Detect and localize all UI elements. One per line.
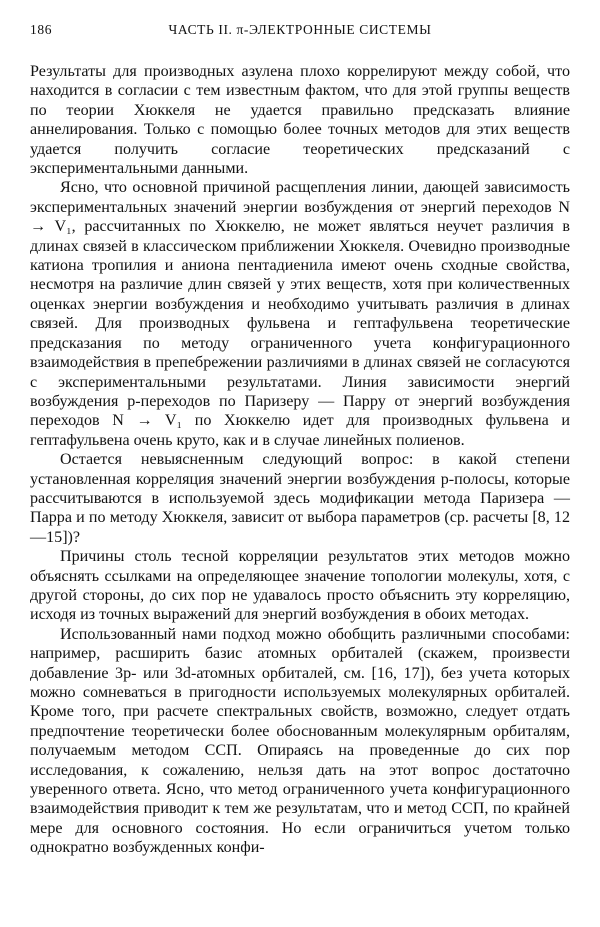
- paragraph-line-splitting: Ясно, что основной причиной расщепления линии, дающей зависимость экспериментальных значений энергии возбуждения от энергий переходов N → V₁, рассчитанных по Хюккелю, не может являться неучет различия в длинах связей в классическом приближении Хюккеля. Очевидно производные катиона тропилия и аниона пентадиенила имеют очень сходные свойства, несмотря на различие длин связей у этих веществ, хотя при количественных оценках энергии возбуждения и необходимо учитывать различия в длинах связей. Для производных фульвена и гептафульвена теоретические предсказания по методу ограниченного учета конфигурационного взаимодействия в препебрежении различиями в длинах связей не согласуются с экспериментальными результатами. Линия зависимости энергий возбуждения p-переходов по Паризеру — Парру от энергий возбуждения переходов N → V₁ по Хюккелю идет для производных фульвена и гептафульвена очень круто, как и в случае линейных полиенов.: [30, 179, 570, 449]
- running-head: [30, 22, 570, 44]
- page-number: 186: [30, 22, 53, 37]
- paragraph-open-question: Остается невыясненным следующий вопрос: в какой степени установленная корреляция значений энергии возбуждения p-полосы, которые рассчитываются в используемой здесь модификации метода Паризера — Парра и по методу Хюккеля, зависит от выбора параметров (ср. расчеты [8, 12—15])?: [30, 451, 570, 546]
- body-text: [30, 62, 570, 858]
- paragraph-azulene: Результаты для производных азулена плохо коррелируют между собой, что находится в согласии с тем известным фактом, что для этой группы веществ по теории Хюккеля не удается правильно предсказать влияние аннелирования. Только с помощью более точных методов для этих веществ удается получить согласие теоретических предсказаний с экспериментальными данными.: [30, 63, 570, 178]
- paragraph-correlation-causes: Причины столь тесной корреляции результатов этих методов можно объяснять ссылками на определяющее значение топологии молекулы, хотя, с другой стороны, до сих пор не удавалось просто объяснить эту корреляцию, исходя из точных выражений для энергий возбуждения в обоих методах.: [30, 548, 570, 624]
- chapter-header-title: ЧАСТЬ II. π-ЭЛЕКТРОННЫЕ СИСТЕМЫ: [168, 22, 432, 37]
- paragraph-generalization: Использованный нами подход можно обобщить различными способами: например, расширить базис атомных орбиталей (скажем, произвести добавление 3p- или 3d-атомных орбиталей, см. [16, 17]), без учета которых можно сомневаться в пригодности используемых молекулярных орбиталей. Кроме того, при расчете спектральных свойств, возможно, следует отдать предпочтение теоретически более обоснованным молекулярным орбиталям, получаемым методом ССП. Опираясь на проведенные до сих пор исследования, к сожалению, нельзя дать на этот вопрос достаточно уверенного ответа. Ясно, что метод ограниченного учета конфигурационного взаимодействия приводит к тем же результатам, что и метод ССП, по крайней мере для основного состояния. Но если ограничиться учетом только однократно возбужденных конфи-: [30, 625, 570, 857]
